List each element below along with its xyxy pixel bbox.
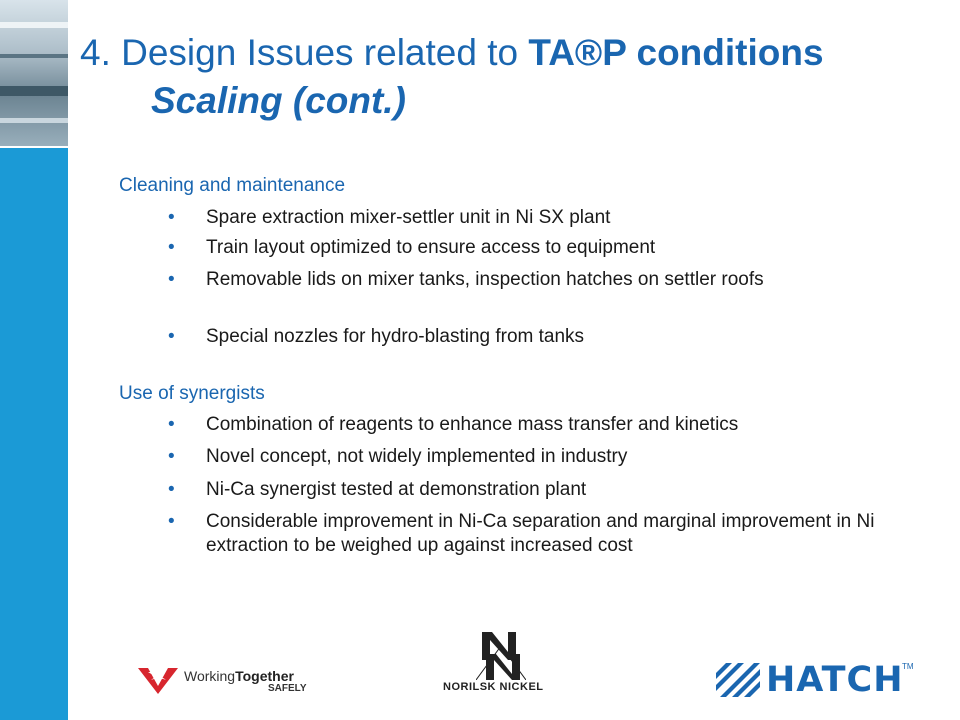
list-item: • Spare extraction mixer-settler unit in Ni SX plant bbox=[168, 207, 611, 228]
sidebar-bar bbox=[0, 0, 68, 720]
bullet-icon: • bbox=[168, 237, 175, 258]
slide-title: 4. Design Issues related to TA®P conditions bbox=[80, 32, 824, 73]
list-item: • Novel concept, not widely implemented in industry bbox=[168, 446, 628, 467]
sidebar-photo bbox=[0, 0, 68, 148]
list-item: • Combination of reagents to enhance mass transfer and kinetics bbox=[168, 414, 739, 435]
hatch-logo bbox=[716, 660, 916, 700]
logo-text-safely: SAFELY bbox=[268, 683, 307, 694]
list-item: • Special nozzles for hydro-blasting from tanks bbox=[168, 326, 585, 347]
working-together-logo bbox=[136, 664, 316, 700]
hatch-stripes-icon bbox=[716, 663, 760, 697]
bullet-icon: • bbox=[168, 269, 175, 290]
slide-subtitle: Scaling (cont.) bbox=[151, 80, 406, 121]
norilsk-nickel-logo bbox=[440, 632, 560, 698]
logo-text-hatch: HATCH bbox=[766, 660, 904, 700]
trademark-mark: TM bbox=[902, 662, 914, 671]
logo-text-working-together: WorkingTogether bbox=[184, 668, 294, 684]
section-heading-cleaning: Cleaning and maintenance bbox=[119, 175, 346, 196]
bullet-icon: • bbox=[168, 414, 175, 435]
section-heading-synergists: Use of synergists bbox=[119, 383, 265, 404]
bullet-icon: • bbox=[168, 207, 175, 228]
list-item: • Ni-Ca synergist tested at demonstration plant bbox=[168, 479, 587, 500]
list-item: • Train layout optimized to ensure access to equipment bbox=[168, 237, 656, 258]
norilsk-mark-icon bbox=[476, 632, 526, 680]
bullet-icon: • bbox=[168, 479, 175, 500]
bullet-icon: • bbox=[168, 326, 175, 347]
bullet-icon: • bbox=[168, 511, 175, 532]
bullet-icon: • bbox=[168, 446, 175, 467]
list-item: • Removable lids on mixer tanks, inspection hatches on settler roofs bbox=[168, 269, 764, 290]
logo-text-norilsk: NORILSK NICKEL bbox=[443, 681, 544, 693]
list-item: • Considerable improvement in Ni-Ca separation and marginal improvement in Ni extraction to be weighed up against increased cost bbox=[168, 511, 875, 556]
title-divider bbox=[0, 146, 68, 148]
shield-icon bbox=[136, 664, 180, 696]
